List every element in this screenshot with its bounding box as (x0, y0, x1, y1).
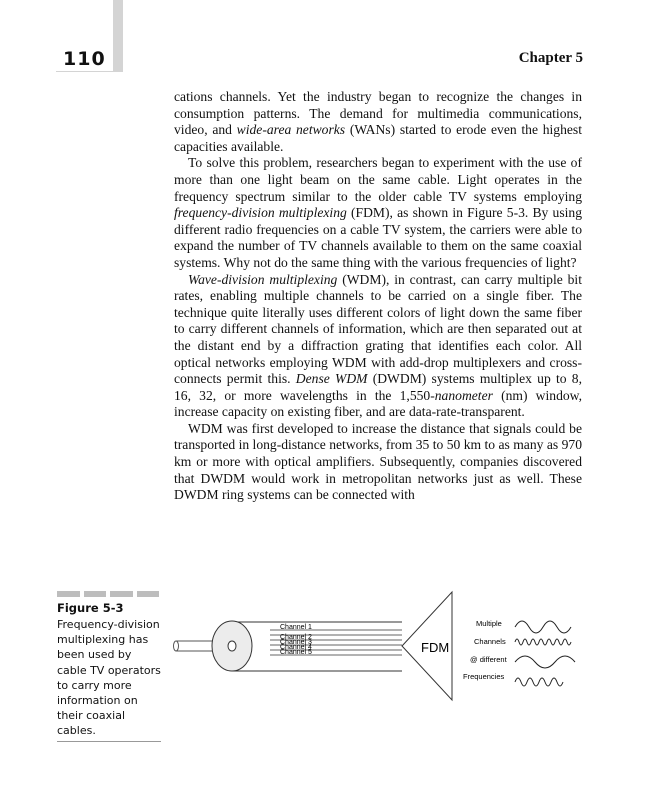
paragraph-4 (174, 421, 582, 504)
p2-emphasis: frequency-division multiplexing (174, 205, 347, 221)
waveform-mid-icon (515, 678, 563, 686)
p3-emphasis-2: Dense WDM (295, 371, 368, 387)
p2-text-b: (FDM), as shown in Figure 5-3. By using different radio frequencies on a cable TV system, the carriers were able to expand the number of TV channels available to them on the same coaxial systems. Why not do the same thing with the various frequencies of light? (174, 205, 582, 270)
waveform-lowest-icon (515, 656, 575, 668)
p1-end-text: (WANs) started to erode even the highest capacities available. (174, 122, 582, 154)
freq-label: @ different (470, 655, 507, 664)
p3-text-c: (nm) window, increase capacity on existing fiber, and are data-rate-transparent. (174, 387, 582, 420)
cable-core (228, 641, 236, 651)
paragraph-2 (174, 155, 582, 271)
waveform-low-icon (515, 621, 571, 633)
page-number: 110 (63, 48, 106, 70)
freq-label: Multiple (476, 619, 502, 628)
paragraph-3 (174, 272, 582, 421)
freq-label: Frequencies (463, 672, 505, 681)
channel-label: Channel 3 (280, 639, 312, 646)
p1-text: cations channels. Yet the industry began to recognize the changes in consumption patterns. The demand for multimedia communications, video, and (174, 89, 582, 138)
channel-label: Channel 2 (280, 634, 312, 641)
channel-label: Channel 4 (280, 644, 312, 651)
body-text (174, 89, 582, 504)
figure-caption-title: Figure 5-3 (57, 601, 124, 615)
p3-text-b: (DWDM) systems multiplex up to 8, 16, 32, or more wavelengths in the 1,550- (174, 371, 582, 403)
fdm-label: FDM (421, 640, 450, 655)
waveform-high-icon (515, 639, 571, 645)
channel-label: Channel 1 (280, 624, 312, 631)
chapter-heading: Chapter 5 (518, 50, 583, 66)
lead-wire-end (174, 641, 179, 651)
p3-text-a: (WDM), in contrast, can carry multiple bit rates, enabling multiple channels to be carried on a single fiber. The technique quite literally uses different colors of light down the same fiber to carry different channels of information, which are then separated out at the distant end by a diffraction grating that identifies each color. All optical networks employing WDM with add-drop multiplexers and cross-connects permit this. (174, 271, 582, 387)
waveform-icons (515, 621, 575, 686)
p3-emphasis-3: nanometer (434, 387, 493, 403)
figure-caption-text: Frequency-division multiplexing has been used by cable TV operators to carry more information on their coaxial cables. (57, 617, 161, 742)
p2-text-a: To solve this problem, researchers began to experiment with the use of more than one light beam on the same cable. Light operates in the frequency spectrum similar to the older cable TV systems employing (174, 155, 582, 204)
p4-text: WDM was first developed to increase the distance that signals could be transported in long-distance networks, from 35 to 50 km to as many as 970 km or more with optical amplifiers. Subsequently, companies discovered that DWDM would work in metropolitan networks just as well. These DWDM ring systems can be connected with (174, 420, 582, 503)
channel-label: Channel 5 (280, 649, 312, 656)
freq-label: Channels (474, 637, 506, 646)
p3-emphasis-1: Wave-division multiplexing (188, 271, 338, 287)
fdm-figure (170, 578, 590, 718)
caption-decor-bars (57, 591, 159, 597)
paragraph-1 (174, 89, 582, 155)
p1-emphasis: wide-area networks (236, 122, 346, 138)
